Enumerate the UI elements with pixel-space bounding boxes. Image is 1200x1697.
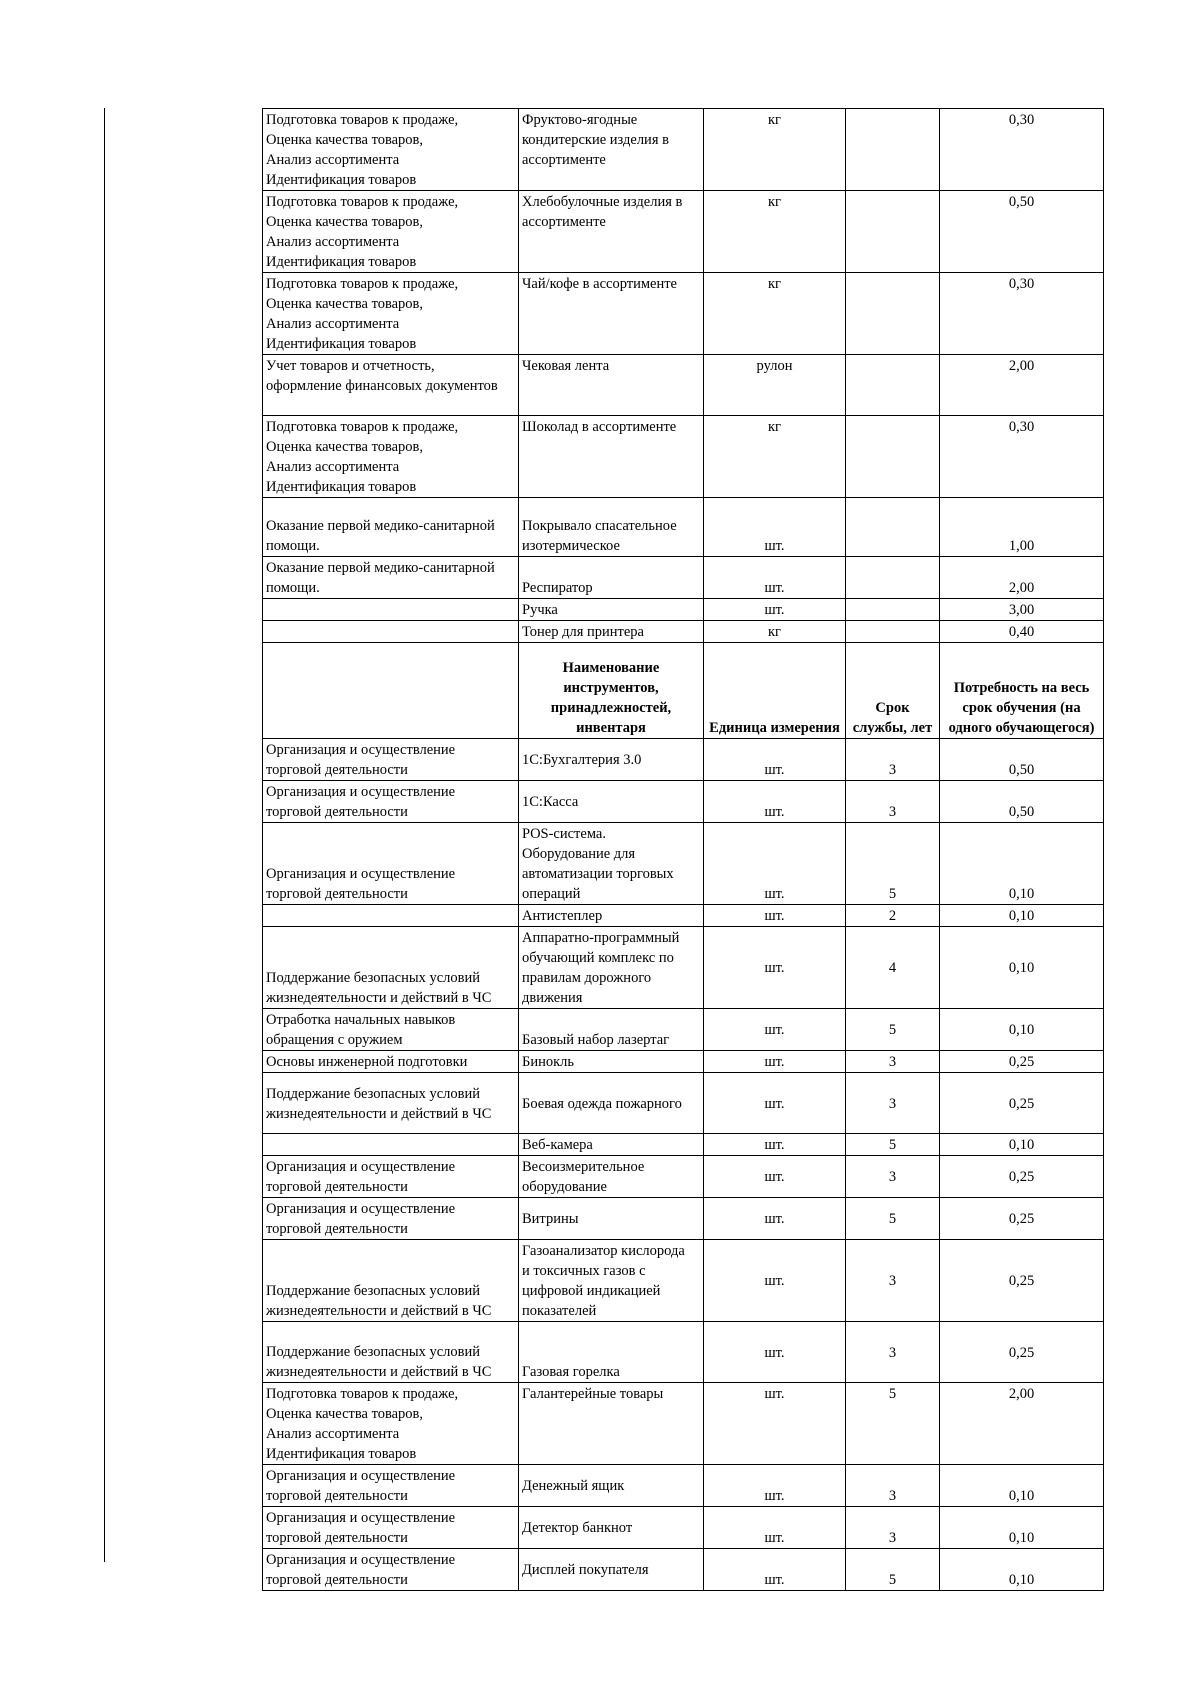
item-name-cell: Базовый набор лазертаг	[519, 1009, 704, 1051]
quantity-cell: 0,10	[940, 1134, 1104, 1156]
table-row	[263, 557, 1104, 599]
service-life-cell	[846, 557, 940, 599]
service-life-cell: 5	[846, 1198, 940, 1240]
activity-cell: Поддержание безопасных условий жизнедеятельности и действий в ЧС	[263, 927, 519, 1009]
service-life-cell: 3	[846, 1051, 940, 1073]
table-row	[263, 1322, 1104, 1383]
table-row	[263, 416, 1104, 498]
service-life-cell: 2	[846, 905, 940, 927]
activity-cell: Организация и осуществление торговой деятельности	[263, 823, 519, 905]
unit-cell: шт.	[704, 1156, 846, 1198]
table-row	[263, 1465, 1104, 1507]
activity-cell: Подготовка товаров к продаже, Оценка качества товаров, Анализ ассортимента Идентификация товаров	[263, 273, 519, 355]
unit-cell: шт.	[704, 1051, 846, 1073]
unit-cell: шт.	[704, 1198, 846, 1240]
item-name-cell: Денежный ящик	[519, 1465, 704, 1507]
activity-cell: Отработка начальных навыков обращения с оружием	[263, 1009, 519, 1051]
table-row	[263, 273, 1104, 355]
unit-cell: кг	[704, 109, 846, 191]
table-row	[263, 191, 1104, 273]
unit-cell: шт.	[704, 557, 846, 599]
service-life-cell: 3	[846, 781, 940, 823]
header-item-name: Наименование инструментов, принадлежностей, инвентаря	[519, 643, 704, 739]
quantity-cell: 0,25	[940, 1051, 1104, 1073]
table-row	[263, 1156, 1104, 1198]
unit-cell: шт.	[704, 781, 846, 823]
quantity-cell: 2,00	[940, 557, 1104, 599]
header-empty-cell	[263, 643, 519, 739]
item-name-cell: Галантерейные товары	[519, 1383, 704, 1465]
item-name-cell: Газовая горелка	[519, 1322, 704, 1383]
service-life-cell: 3	[846, 739, 940, 781]
item-name-cell: Детектор банкнот	[519, 1507, 704, 1549]
activity-cell: Поддержание безопасных условий жизнедеятельности и действий в ЧС	[263, 1240, 519, 1322]
quantity-cell: 0,25	[940, 1156, 1104, 1198]
activity-cell: Организация и осуществление торговой деятельности	[263, 1198, 519, 1240]
activity-cell: Организация и осуществление торговой деятельности	[263, 1156, 519, 1198]
unit-cell: шт.	[704, 1322, 846, 1383]
quantity-cell: 2,00	[940, 1383, 1104, 1465]
activity-cell: Поддержание безопасных условий жизнедеятельности и действий в ЧС	[263, 1322, 519, 1383]
activity-cell: Подготовка товаров к продаже, Оценка качества товаров, Анализ ассортимента Идентификация товаров	[263, 1383, 519, 1465]
unit-cell: шт.	[704, 1134, 846, 1156]
service-life-cell	[846, 355, 940, 416]
item-name-cell: Антистеплер	[519, 905, 704, 927]
service-life-cell: 3	[846, 1322, 940, 1383]
activity-cell: Поддержание безопасных условий жизнедеятельности и действий в ЧС	[263, 1073, 519, 1134]
item-name-cell: Чековая лента	[519, 355, 704, 416]
table-row	[263, 109, 1104, 191]
unit-cell: шт.	[704, 927, 846, 1009]
table-row	[263, 1134, 1104, 1156]
service-life-cell: 3	[846, 1240, 940, 1322]
quantity-cell: 0,10	[940, 823, 1104, 905]
table-row	[263, 1051, 1104, 1073]
unit-cell: шт.	[704, 823, 846, 905]
table-row	[263, 1198, 1104, 1240]
quantity-cell: 0,10	[940, 1009, 1104, 1051]
service-life-cell: 3	[846, 1507, 940, 1549]
unit-cell: кг	[704, 621, 846, 643]
quantity-cell: 0,25	[940, 1240, 1104, 1322]
table-row	[263, 1240, 1104, 1322]
quantity-cell: 0,50	[940, 781, 1104, 823]
item-name-cell: Респиратор	[519, 557, 704, 599]
item-name-cell: Газоанализатор кислорода и токсичных газов с цифровой индикацией показателей	[519, 1240, 704, 1322]
quantity-cell: 0,25	[940, 1073, 1104, 1134]
unit-cell: шт.	[704, 1465, 846, 1507]
item-name-cell: Бинокль	[519, 1051, 704, 1073]
activity-cell: Учет товаров и отчетность, оформление финансовых документов	[263, 355, 519, 416]
table-row	[263, 621, 1104, 643]
table-row	[263, 739, 1104, 781]
table-row	[263, 781, 1104, 823]
item-name-cell: Шоколад в ассортименте	[519, 416, 704, 498]
quantity-cell: 3,00	[940, 599, 1104, 621]
unit-cell: шт.	[704, 905, 846, 927]
activity-cell: Организация и осуществление торговой деятельности	[263, 739, 519, 781]
service-life-cell	[846, 621, 940, 643]
unit-cell: шт.	[704, 1383, 846, 1465]
service-life-cell: 5	[846, 823, 940, 905]
unit-cell: шт.	[704, 1009, 846, 1051]
unit-cell: рулон	[704, 355, 846, 416]
table-row	[263, 823, 1104, 905]
item-name-cell: Аппаратно-программный обучающий комплекс по правилам дорожного движения	[519, 927, 704, 1009]
activity-cell: Организация и осуществление торговой деятельности	[263, 781, 519, 823]
activity-cell: Подготовка товаров к продаже, Оценка качества товаров, Анализ ассортимента Идентификация товаров	[263, 109, 519, 191]
page-margin-line	[104, 108, 105, 1562]
item-name-cell: Дисплей покупателя	[519, 1549, 704, 1591]
unit-cell: шт.	[704, 599, 846, 621]
unit-cell: шт.	[704, 1507, 846, 1549]
quantity-cell: 0,30	[940, 416, 1104, 498]
table-row	[263, 1009, 1104, 1051]
activity-cell	[263, 599, 519, 621]
item-name-cell: 1С:Касса	[519, 781, 704, 823]
item-name-cell: Ручка	[519, 599, 704, 621]
service-life-cell: 3	[846, 1156, 940, 1198]
unit-cell: шт.	[704, 1549, 846, 1591]
header-unit: Единица измерения	[704, 643, 846, 739]
table-row	[263, 599, 1104, 621]
table-row	[263, 905, 1104, 927]
quantity-cell: 0,25	[940, 1322, 1104, 1383]
table-row	[263, 927, 1104, 1009]
service-life-cell	[846, 273, 940, 355]
unit-cell: шт.	[704, 1240, 846, 1322]
item-name-cell: Витрины	[519, 1198, 704, 1240]
service-life-cell	[846, 416, 940, 498]
unit-cell: кг	[704, 416, 846, 498]
unit-cell: кг	[704, 191, 846, 273]
service-life-cell: 3	[846, 1073, 940, 1134]
item-name-cell: Весоизмерительное оборудование	[519, 1156, 704, 1198]
item-name-cell: Боевая одежда пожарного	[519, 1073, 704, 1134]
service-life-cell: 5	[846, 1549, 940, 1591]
service-life-cell: 4	[846, 927, 940, 1009]
activity-cell: Подготовка товаров к продаже, Оценка качества товаров, Анализ ассортимента Идентификация товаров	[263, 416, 519, 498]
service-life-cell: 3	[846, 1465, 940, 1507]
section-header-row	[263, 643, 1104, 739]
service-life-cell	[846, 109, 940, 191]
activity-cell	[263, 905, 519, 927]
service-life-cell: 5	[846, 1383, 940, 1465]
unit-cell: шт.	[704, 739, 846, 781]
quantity-cell: 1,00	[940, 498, 1104, 557]
quantity-cell: 0,25	[940, 1198, 1104, 1240]
item-name-cell: Тонер для принтера	[519, 621, 704, 643]
unit-cell: кг	[704, 273, 846, 355]
activity-cell: Организация и осуществление торговой деятельности	[263, 1507, 519, 1549]
quantity-cell: 0,50	[940, 739, 1104, 781]
table-row	[263, 355, 1104, 416]
unit-cell: шт.	[704, 498, 846, 557]
header-service-life: Срок службы, лет	[846, 643, 940, 739]
service-life-cell	[846, 191, 940, 273]
unit-cell: шт.	[704, 1073, 846, 1134]
activity-cell	[263, 621, 519, 643]
activity-cell: Организация и осуществление торговой деятельности	[263, 1549, 519, 1591]
item-name-cell: 1С:Бухгалтерия 3.0	[519, 739, 704, 781]
item-name-cell: Фруктово-ягодные кондитерские изделия в ассортименте	[519, 109, 704, 191]
table-row	[263, 1073, 1104, 1134]
table-row	[263, 1507, 1104, 1549]
item-name-cell: Покрывало спасательное изотермическое	[519, 498, 704, 557]
quantity-cell: 0,30	[940, 109, 1104, 191]
activity-cell	[263, 1134, 519, 1156]
table-row	[263, 498, 1104, 557]
header-quantity: Потребность на весь срок обучения (на одного обучающегося)	[940, 643, 1104, 739]
item-name-cell: POS-система. Оборудование для автоматизации торговых операций	[519, 823, 704, 905]
item-name-cell: Чай/кофе в ассортименте	[519, 273, 704, 355]
service-life-cell	[846, 498, 940, 557]
item-name-cell: Хлебобулочные изделия в ассортименте	[519, 191, 704, 273]
service-life-cell: 5	[846, 1134, 940, 1156]
quantity-cell: 2,00	[940, 355, 1104, 416]
quantity-cell: 0,50	[940, 191, 1104, 273]
activity-cell: Организация и осуществление торговой деятельности	[263, 1465, 519, 1507]
table-row	[263, 1549, 1104, 1591]
quantity-cell: 0,10	[940, 1465, 1104, 1507]
activity-cell: Оказание первой медико-санитарной помощи.	[263, 498, 519, 557]
quantity-cell: 0,10	[940, 1507, 1104, 1549]
activity-cell: Подготовка товаров к продаже, Оценка качества товаров, Анализ ассортимента Идентификация товаров	[263, 191, 519, 273]
activity-cell: Основы инженерной подготовки	[263, 1051, 519, 1073]
quantity-cell: 0,40	[940, 621, 1104, 643]
service-life-cell: 5	[846, 1009, 940, 1051]
item-name-cell: Веб-камера	[519, 1134, 704, 1156]
activity-cell: Оказание первой медико-санитарной помощи.	[263, 557, 519, 599]
supplies-table	[262, 108, 1104, 1591]
quantity-cell: 0,30	[940, 273, 1104, 355]
table-row	[263, 1383, 1104, 1465]
quantity-cell: 0,10	[940, 905, 1104, 927]
quantity-cell: 0,10	[940, 1549, 1104, 1591]
service-life-cell	[846, 599, 940, 621]
quantity-cell: 0,10	[940, 927, 1104, 1009]
